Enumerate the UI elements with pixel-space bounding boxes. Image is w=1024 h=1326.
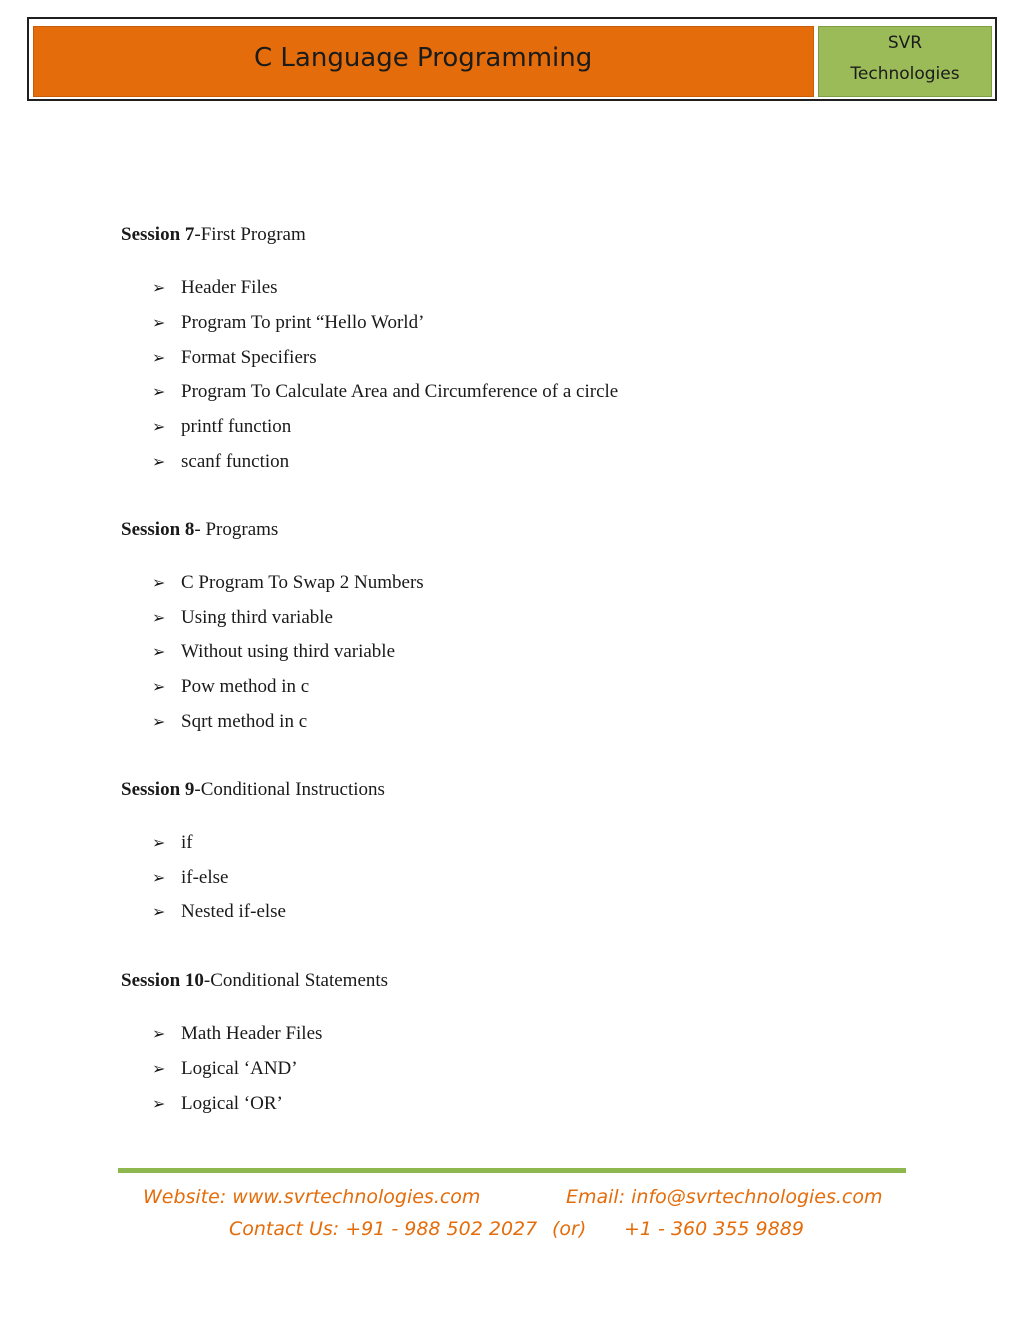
list-item-text: Format Specifiers <box>181 346 317 368</box>
brand-subtitle: Technologies <box>850 64 960 84</box>
list-item <box>121 310 921 345</box>
list-item <box>121 899 921 934</box>
list-item <box>121 345 921 380</box>
list-item <box>121 1091 921 1126</box>
list-item-text: Program To Calculate Area and Circumference of a circle <box>181 381 619 403</box>
list-item <box>121 865 921 900</box>
arrow-bullet-icon: ➢ <box>152 711 166 731</box>
list-item-text: Program To print “Hello World’ <box>181 311 425 333</box>
footer-contact-phone: Contact Us: +91 - 988 502 2027 <box>229 1218 538 1240</box>
list-item-text: Header Files <box>181 277 278 298</box>
session-title: -Conditional Instructions <box>194 778 385 800</box>
list-item <box>121 414 921 449</box>
list-item <box>121 674 921 709</box>
list-item <box>121 1056 921 1091</box>
list-item-text: if <box>181 831 193 853</box>
session-content <box>121 222 921 1126</box>
arrow-bullet-icon: ➢ <box>152 572 166 592</box>
session-block <box>121 777 921 934</box>
footer-alt-phone: +1 - 360 355 9889 <box>624 1218 804 1240</box>
session-title: -First Program <box>194 224 306 245</box>
arrow-bullet-icon: ➢ <box>152 867 166 887</box>
footer-divider <box>118 1168 906 1173</box>
arrow-bullet-icon: ➢ <box>152 677 166 697</box>
session-block <box>121 517 921 744</box>
arrow-bullet-icon: ➢ <box>152 417 166 437</box>
header-title-box <box>33 26 814 97</box>
footer-email[interactable]: Email: info@svrtechnologies.com <box>566 1186 883 1208</box>
session-heading <box>121 968 921 994</box>
arrow-bullet-icon: ➢ <box>152 347 166 367</box>
brand-name: SVR <box>887 33 923 53</box>
session-title: - Programs <box>194 518 279 540</box>
list-item-text: if-else <box>181 866 229 888</box>
session-topic-list <box>121 275 921 484</box>
list-item-text: Sqrt method in c <box>181 710 308 732</box>
arrow-bullet-icon: ➢ <box>152 642 166 662</box>
list-item <box>121 379 921 414</box>
arrow-bullet-icon: ➢ <box>152 451 166 471</box>
arrow-bullet-icon: ➢ <box>152 1093 166 1113</box>
list-item <box>121 1021 921 1056</box>
list-item <box>121 275 921 310</box>
session-block <box>121 222 921 484</box>
session-number: Session 7 <box>121 224 195 245</box>
list-item-text: Math Header Files <box>181 1023 323 1045</box>
footer-or-label: (or) <box>552 1218 587 1240</box>
list-item <box>121 605 921 640</box>
session-number: Session 9 <box>121 778 195 800</box>
arrow-bullet-icon: ➢ <box>152 607 166 627</box>
list-item <box>121 709 921 744</box>
list-item-text: Pow method in c <box>181 676 310 698</box>
arrow-bullet-icon: ➢ <box>152 278 166 297</box>
session-heading <box>121 517 921 543</box>
arrow-bullet-icon: ➢ <box>152 382 166 402</box>
list-item <box>121 639 921 674</box>
page-header <box>27 17 997 101</box>
list-item-text: scanf function <box>181 450 290 472</box>
list-item-text: Without using third variable <box>181 641 396 663</box>
session-title: -Conditional Statements <box>203 970 389 992</box>
arrow-bullet-icon: ➢ <box>152 312 166 332</box>
list-item <box>121 830 921 865</box>
arrow-bullet-icon: ➢ <box>152 1058 166 1078</box>
list-item-text: printf function <box>181 416 292 438</box>
list-item-text: C Program To Swap 2 Numbers <box>181 571 424 593</box>
list-item-text: Logical ‘AND’ <box>181 1057 298 1079</box>
list-item <box>121 449 921 484</box>
list-item-text: Logical ‘OR’ <box>181 1092 283 1114</box>
list-item-text: Using third variable <box>181 606 333 628</box>
footer-website[interactable]: Website: www.svrtechnologies.com <box>143 1186 481 1208</box>
session-block <box>121 968 921 1125</box>
session-heading <box>121 777 921 803</box>
session-heading <box>121 222 921 248</box>
list-item-text: Nested if-else <box>181 901 286 923</box>
header-brand-box <box>818 26 992 97</box>
session-number: Session 10 <box>121 970 204 992</box>
session-number: Session 8 <box>121 518 195 540</box>
arrow-bullet-icon: ➢ <box>152 832 166 852</box>
arrow-bullet-icon: ➢ <box>152 1024 166 1044</box>
session-topic-list <box>121 830 921 934</box>
list-item <box>121 570 921 605</box>
page-title: C Language Programming <box>254 43 593 73</box>
session-topic-list <box>121 570 921 744</box>
arrow-bullet-icon: ➢ <box>152 902 166 922</box>
session-topic-list <box>121 1021 921 1125</box>
